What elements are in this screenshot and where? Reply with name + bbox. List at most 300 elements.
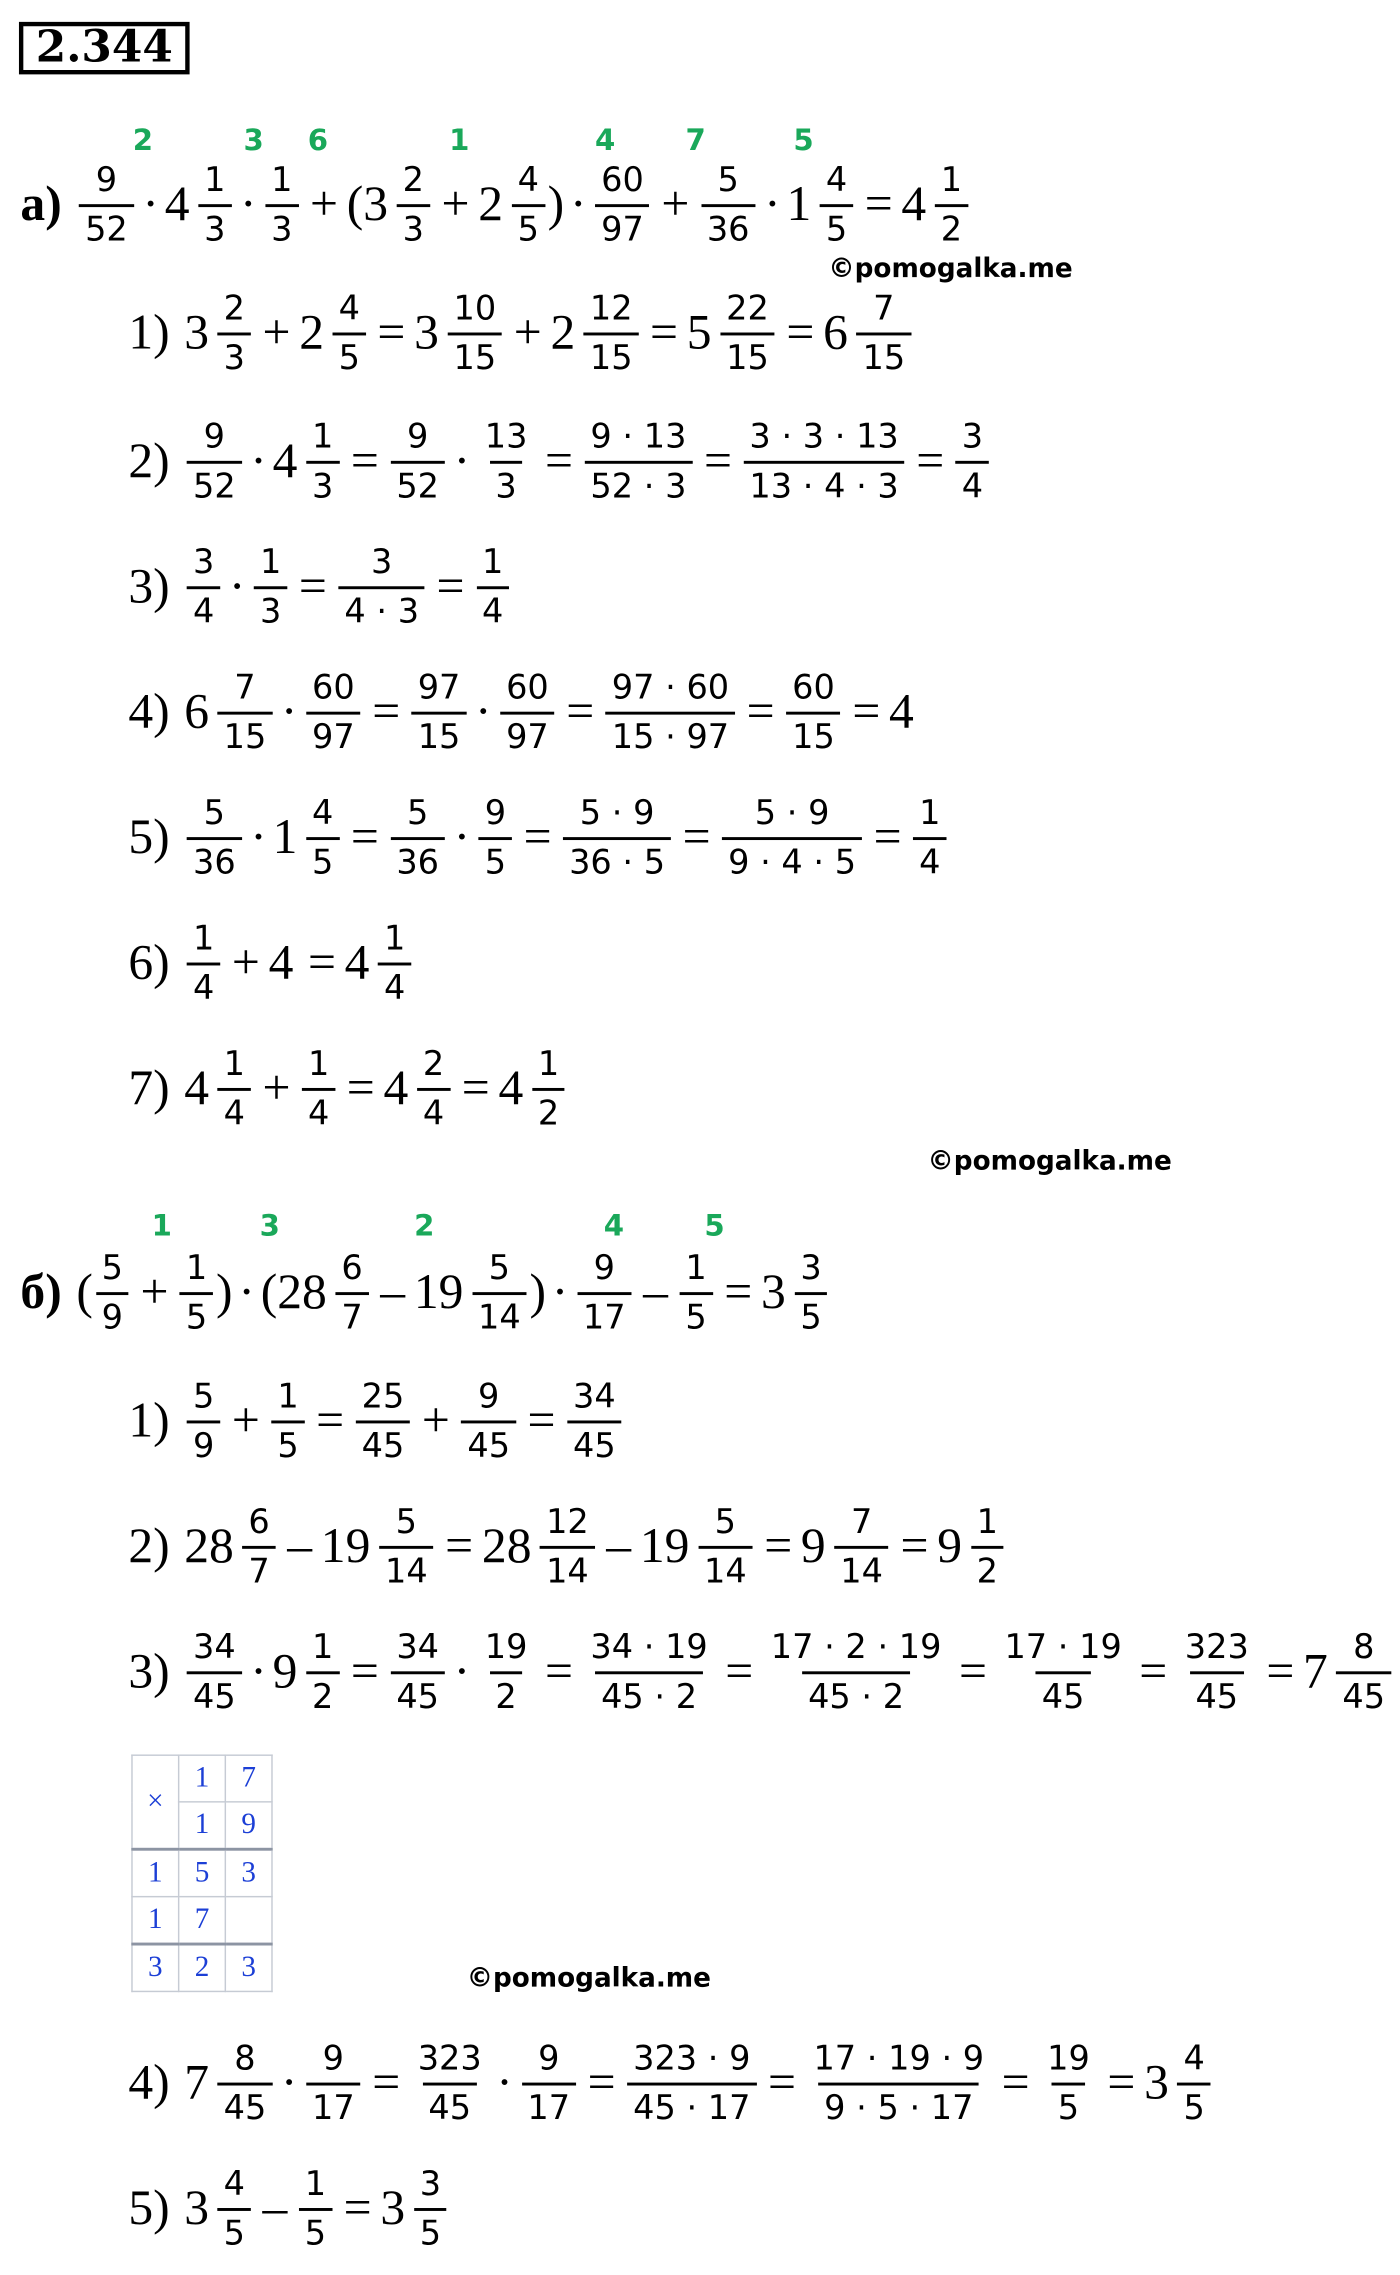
denominator: 2 — [306, 1671, 339, 1718]
operator: = — [900, 1519, 929, 1574]
fraction — [857, 289, 911, 379]
equation — [184, 417, 992, 507]
denominator: 15 — [448, 333, 502, 380]
denominator: 14 — [540, 1546, 594, 1593]
operator: · — [240, 177, 257, 232]
whole-number: 4 — [268, 936, 294, 991]
operator: = — [725, 1645, 754, 1700]
fraction — [567, 1377, 621, 1467]
denominator: 45 · 17 — [627, 2083, 756, 2130]
order-number: 3 — [243, 122, 264, 158]
step-label: 3) — [128, 560, 170, 614]
digit-cell — [225, 1897, 272, 1944]
whole-number: 19 — [639, 1519, 690, 1574]
numerator: 60 — [312, 669, 355, 708]
order-number: 5 — [704, 1207, 725, 1243]
denominator: 45 — [356, 1420, 410, 1467]
fraction — [595, 160, 649, 250]
numerator: 5 — [395, 1503, 417, 1542]
numerator: 1 — [384, 920, 406, 959]
parenthesis: ( — [346, 177, 364, 232]
fraction — [198, 160, 231, 250]
operator: = — [316, 1394, 345, 1449]
numerator: 5 — [488, 1249, 511, 1288]
denominator: 5 — [1052, 2083, 1085, 2130]
numerator: 34 — [573, 1378, 616, 1417]
numerator: 323 — [1184, 1629, 1249, 1667]
fraction — [834, 1502, 888, 1592]
denominator: 3 — [198, 204, 231, 251]
numerator: 2 — [422, 1045, 445, 1084]
operator: + — [309, 177, 338, 232]
fraction — [271, 1377, 304, 1467]
denominator: 97 — [500, 712, 554, 759]
equation — [184, 1377, 624, 1467]
numerator: 1 — [260, 543, 282, 582]
numerator: 19 — [484, 1629, 528, 1667]
denominator: 5 — [414, 2208, 447, 2255]
denominator: 45 — [218, 2083, 272, 2130]
operator: = — [764, 1519, 793, 1574]
denominator: 36 — [187, 837, 241, 884]
step-a-4 — [128, 648, 919, 779]
numerator: 5 — [714, 1503, 737, 1542]
operator: + — [262, 1061, 291, 1116]
step-label: 5) — [128, 810, 170, 865]
numerator: 5 — [717, 161, 739, 200]
fraction — [412, 2039, 488, 2129]
operator: = — [377, 306, 406, 361]
numerator: 9 — [95, 161, 118, 200]
denominator: 52 · 3 — [585, 461, 693, 508]
step-b-3 — [128, 1607, 1394, 1738]
denominator: 5 — [218, 2208, 251, 2255]
whole-number: 3 — [1144, 2056, 1169, 2111]
whole-number: 19 — [413, 1265, 464, 1320]
parenthesis: ( — [260, 1265, 278, 1320]
operator: + — [231, 936, 260, 991]
order-number: 7 — [685, 122, 706, 158]
numerator: 3 — [419, 2165, 442, 2204]
denominator: 45 — [187, 1671, 241, 1718]
fraction — [391, 793, 445, 883]
fraction — [971, 1502, 1004, 1592]
denominator: 5 — [512, 204, 545, 251]
numerator: 9 — [538, 2040, 560, 2079]
fraction — [1178, 2039, 1211, 2129]
fraction — [476, 543, 509, 633]
step-label: 4) — [128, 2056, 170, 2111]
watermark: ©pomogalka.me — [466, 1963, 711, 1994]
numerator: 60 — [506, 669, 549, 708]
denominator: 9 · 4 · 5 — [722, 837, 862, 884]
whole-number: 1 — [272, 810, 298, 865]
fraction — [532, 1044, 565, 1134]
fraction — [448, 289, 502, 379]
step-label: 2) — [128, 1519, 170, 1574]
numerator: 9 — [593, 1249, 615, 1288]
order-number: 4 — [595, 122, 616, 158]
equation — [184, 1628, 1394, 1718]
denominator: 97 — [306, 712, 360, 759]
whole-number: 5 — [686, 306, 712, 361]
fraction — [306, 1628, 339, 1718]
whole-number: 28 — [481, 1519, 532, 1574]
fraction — [512, 160, 545, 250]
denominator: 4 — [417, 1088, 450, 1135]
digit-cell: 1 — [179, 1755, 226, 1802]
step-a-7 — [128, 1024, 568, 1155]
fraction — [265, 160, 298, 250]
numerator: 1 — [271, 161, 293, 200]
fraction — [606, 668, 735, 758]
order-number: 1 — [449, 122, 470, 158]
numerator: 1 — [304, 2165, 327, 2204]
denominator: 14 — [472, 1292, 526, 1339]
fraction — [306, 417, 339, 507]
denominator: 15 — [720, 333, 774, 380]
denominator: 5 — [820, 204, 853, 251]
operator: = — [587, 2056, 616, 2111]
numerator: 97 · 60 — [611, 669, 730, 708]
numerator: 3 — [800, 1249, 822, 1288]
operator: = — [350, 434, 379, 489]
denominator: 9 — [96, 1292, 129, 1339]
denominator: 2 — [935, 204, 968, 251]
digit-cell: 9 — [225, 1802, 272, 1849]
whole-number: 19 — [320, 1519, 371, 1574]
fraction — [79, 160, 133, 250]
denominator: 5 — [680, 1292, 713, 1339]
numerator: 323 · 9 — [633, 2040, 751, 2079]
numerator: 6 — [248, 1503, 270, 1542]
equation — [184, 2164, 450, 2254]
denominator: 4 — [218, 1088, 251, 1135]
digit-cell: 1 — [132, 1849, 179, 1896]
numerator: 12 — [589, 290, 633, 329]
operator: – — [287, 1519, 313, 1574]
denominator: 45 — [1337, 1671, 1391, 1718]
numerator: 13 — [484, 418, 528, 457]
step-b-4 — [128, 2018, 1213, 2149]
fraction — [500, 668, 554, 758]
fraction — [585, 1628, 714, 1718]
operator: · — [280, 2056, 298, 2111]
fraction — [935, 160, 968, 250]
whole-number: 28 — [277, 1265, 327, 1320]
numerator: 10 — [453, 290, 497, 329]
step-label: 6) — [128, 936, 170, 991]
fraction — [379, 1502, 433, 1592]
operator: + — [441, 177, 470, 232]
numerator: 22 — [726, 290, 769, 329]
numerator: 3 — [961, 418, 984, 457]
numerator: 5 · 9 — [754, 794, 830, 833]
denominator: 36 — [701, 204, 755, 251]
fraction — [218, 1044, 251, 1134]
step-label: 5) — [128, 2181, 170, 2236]
fraction — [479, 793, 512, 883]
numerator: 1 — [307, 1045, 330, 1084]
denominator: 45 — [1036, 1671, 1090, 1718]
denominator: 17 — [306, 2083, 360, 2130]
denominator: 2 — [532, 1088, 565, 1135]
part-label: б) — [20, 1265, 62, 1320]
denominator: 4 — [476, 586, 509, 633]
fraction — [765, 1628, 947, 1718]
fraction — [584, 289, 638, 379]
fraction — [187, 417, 241, 507]
fraction — [187, 919, 220, 1009]
fraction — [680, 1248, 713, 1338]
denominator: 15 — [786, 712, 840, 759]
fraction — [1337, 1628, 1391, 1718]
fraction — [299, 2164, 332, 2254]
operator: = — [372, 685, 401, 740]
fraction — [218, 2039, 272, 2129]
whole-number: 7 — [1303, 1645, 1328, 1700]
operator: + — [140, 1265, 169, 1320]
step-label: 3) — [128, 1645, 170, 1700]
order-number: 6 — [307, 122, 329, 158]
numerator: 2 — [223, 290, 245, 329]
denominator: 45 — [1190, 1671, 1244, 1718]
multiply-sign: × — [132, 1755, 179, 1849]
operator: · — [250, 1645, 267, 1700]
operator: = — [682, 810, 711, 865]
fraction — [218, 289, 251, 379]
numerator: 19 — [1047, 2040, 1090, 2079]
fraction — [540, 1502, 594, 1592]
numerator: 1 — [685, 1249, 707, 1288]
numerator: 1 — [223, 1045, 245, 1084]
whole-number: 2 — [550, 306, 576, 361]
numerator: 7 — [234, 669, 256, 708]
denominator: 5 — [271, 1420, 304, 1467]
step-label: 1) — [128, 1394, 170, 1449]
operator: = — [1107, 2056, 1136, 2111]
operator: = — [350, 1645, 379, 1700]
operator: = — [372, 2056, 401, 2111]
operator: + — [661, 177, 690, 232]
fraction — [701, 160, 755, 250]
operator: = — [746, 685, 775, 740]
operator: = — [1001, 2056, 1030, 2111]
whole-number: 4 — [383, 1061, 409, 1116]
denominator: 3 — [218, 333, 251, 380]
fraction — [627, 2039, 756, 2129]
denominator: 45 · 2 — [802, 1671, 910, 1718]
operator: – — [606, 1519, 632, 1574]
numerator: 60 — [792, 669, 835, 708]
order-number: 5 — [793, 122, 814, 158]
step-a-2 — [128, 397, 992, 528]
fraction — [720, 289, 774, 379]
fraction — [913, 793, 946, 883]
whole-number: 2 — [299, 306, 324, 361]
operator: = — [343, 2181, 372, 2236]
whole-number: 3 — [184, 2181, 210, 2236]
numerator: 3 — [371, 543, 393, 582]
operator: · — [453, 810, 471, 865]
numerator: 5 — [101, 1249, 123, 1288]
numerator: 8 — [1353, 1629, 1375, 1667]
fraction — [218, 668, 272, 758]
operator: + — [513, 306, 542, 361]
fraction — [999, 1628, 1128, 1718]
operator: · — [238, 1265, 255, 1320]
fraction — [187, 1377, 220, 1467]
order-number: 2 — [132, 122, 154, 158]
fraction — [187, 793, 241, 883]
fraction — [180, 1248, 213, 1338]
step-b-1 — [128, 1356, 624, 1487]
denominator: 4 — [187, 963, 220, 1010]
denominator: 4 — [956, 461, 989, 508]
denominator: 45 — [423, 2083, 477, 2130]
parenthesis: ( — [76, 1265, 93, 1320]
fraction — [378, 919, 411, 1009]
operator: = — [346, 1061, 375, 1116]
denominator: 15 — [412, 712, 466, 759]
equation — [76, 160, 971, 250]
numerator: 1 — [312, 1629, 334, 1667]
numerator: 7 — [850, 1503, 873, 1542]
numerator: 5 · 9 — [579, 794, 655, 833]
parenthesis: ) — [216, 1265, 233, 1320]
operator: = — [703, 434, 732, 489]
fraction — [808, 2039, 990, 2129]
equation — [184, 793, 949, 883]
order-number: 3 — [259, 1207, 280, 1243]
operator: · — [250, 810, 267, 865]
numerator: 34 — [192, 1629, 236, 1667]
numerator: 1 — [277, 1378, 299, 1417]
numerator: 4 — [338, 290, 360, 329]
denominator: 3 — [306, 461, 339, 508]
equation — [184, 668, 919, 758]
denominator: 5 — [299, 2208, 332, 2255]
fraction — [333, 289, 366, 379]
numerator: 9 — [484, 794, 507, 833]
fraction — [795, 1248, 828, 1338]
numerator: 7 — [873, 290, 895, 329]
fraction — [956, 417, 989, 507]
parenthesis: ) — [529, 1265, 546, 1320]
fraction — [336, 1248, 369, 1338]
operator: = — [958, 1645, 987, 1700]
fraction — [479, 1628, 533, 1718]
fraction — [306, 668, 360, 758]
operator: = — [461, 1061, 490, 1116]
watermark: ©pomogalka.me — [828, 253, 1073, 285]
numerator: 323 — [417, 2040, 482, 2079]
fraction — [462, 1377, 516, 1467]
operator: · — [453, 1645, 471, 1700]
fraction — [187, 1628, 241, 1718]
watermark: ©pomogalka.me — [927, 1146, 1172, 1177]
whole-number: 1 — [786, 177, 812, 232]
whole-number: 4 — [901, 177, 927, 232]
fraction — [391, 1628, 445, 1718]
numerator: 6 — [341, 1249, 363, 1288]
denominator: 97 — [595, 204, 649, 251]
operator: = — [650, 306, 679, 361]
numerator: 4 — [223, 2165, 245, 2204]
numerator: 1 — [192, 920, 215, 959]
denominator: 36 · 5 — [563, 837, 671, 884]
whole-number: 9 — [272, 1645, 298, 1700]
fraction — [243, 1502, 276, 1592]
fraction — [563, 793, 671, 883]
operator: + — [421, 1394, 450, 1449]
fraction — [1041, 2039, 1095, 2129]
numerator: 9 — [203, 418, 226, 457]
operator: · — [764, 177, 781, 232]
denominator: 15 — [857, 333, 911, 380]
expression-b-main — [20, 1228, 830, 1359]
numerator: 97 — [417, 669, 461, 708]
denominator: 3 — [397, 204, 430, 251]
denominator: 9 · 5 · 17 — [818, 2083, 979, 2130]
step-b-2 — [128, 1482, 1006, 1613]
fraction — [1179, 1628, 1255, 1718]
numerator: 9 — [478, 1378, 500, 1417]
operator: = — [527, 1394, 556, 1449]
whole-number: 4 — [498, 1061, 524, 1116]
fraction — [96, 1248, 129, 1338]
operator: = — [544, 1645, 573, 1700]
whole-number: 7 — [184, 2056, 210, 2111]
numerator: 1 — [919, 794, 941, 833]
fraction — [187, 543, 220, 633]
fraction — [391, 417, 445, 507]
denominator: 3 — [490, 461, 523, 508]
denominator: 17 — [522, 2083, 576, 2130]
fraction — [479, 417, 533, 507]
operator: = — [307, 936, 336, 991]
numerator: 34 · 19 — [590, 1629, 708, 1667]
operator: + — [231, 1394, 260, 1449]
denominator: 45 — [391, 1671, 445, 1718]
denominator: 5 — [333, 333, 366, 380]
numerator: 5 — [203, 794, 226, 833]
fraction — [218, 2164, 251, 2254]
fraction — [744, 417, 905, 507]
whole-number: 3 — [760, 1265, 786, 1320]
operator: · — [250, 434, 267, 489]
step-label: 7) — [128, 1061, 170, 1116]
numerator: 1 — [940, 161, 963, 200]
step-label: 2) — [128, 434, 170, 489]
digit-cell: 1 — [179, 1802, 226, 1849]
numerator: 17 · 2 · 19 — [770, 1629, 942, 1667]
denominator: 52 — [187, 461, 241, 508]
whole-number: 4 — [344, 936, 370, 991]
fraction — [306, 793, 339, 883]
numerator: 8 — [234, 2040, 256, 2079]
denominator: 52 — [391, 461, 445, 508]
whole-number: 4 — [272, 434, 298, 489]
denominator: 45 · 2 — [595, 1671, 703, 1718]
operator: = — [1139, 1645, 1168, 1700]
fraction — [722, 793, 862, 883]
fraction — [417, 1044, 450, 1134]
denominator: 36 — [391, 837, 445, 884]
order-number: 4 — [603, 1207, 625, 1243]
operator: = — [350, 810, 379, 865]
fraction — [522, 2039, 576, 2129]
